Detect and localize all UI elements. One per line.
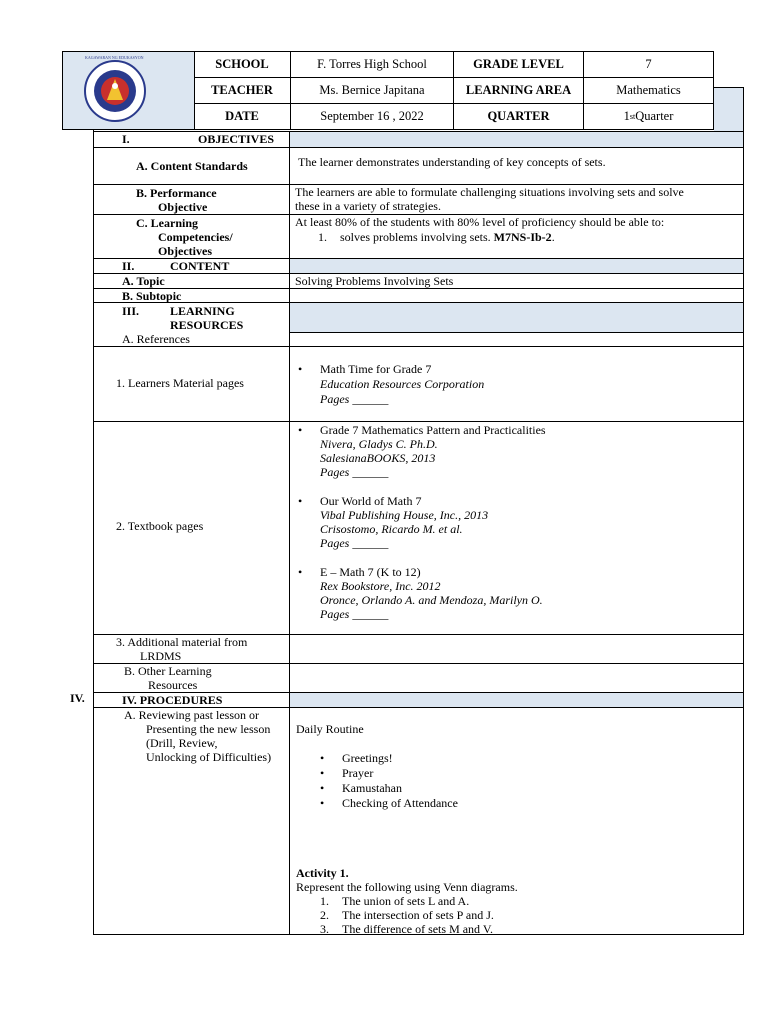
resources-num: III. [122, 304, 140, 318]
resources-heading-2: RESOURCES [170, 318, 244, 332]
competencies-label-3: Objectives [158, 244, 212, 258]
performance-text-2: these in a variety of strategies. [295, 199, 441, 213]
content-standards-text: The learner demonstrates understanding of key concepts of sets. [298, 155, 606, 169]
competencies-text: At least 80% of the students with 80% level of proficiency should be able to: [295, 215, 665, 229]
learners-pages: Pages ______ [320, 392, 389, 406]
textbook-2-title: • Our World of Math 7 [320, 494, 421, 508]
textbook-1-line1: Nivera, Gladys C. Ph.D. [320, 437, 438, 451]
school-label: SCHOOL [194, 52, 291, 78]
additional-material-row [94, 634, 743, 663]
routine-item: • Checking of Attendance [342, 796, 458, 810]
performance-label-1: B. Performance [136, 186, 217, 200]
competencies-item: solves problems involving sets. M7NS-Ib-2. [340, 230, 555, 244]
textbook-3-line1: Rex Bookstore, Inc. 2012 [320, 579, 441, 593]
activity-item: The difference of sets M and V. [342, 922, 493, 936]
competencies-label-1: C. Learning [136, 216, 199, 230]
activity-item-num: 3. [320, 922, 329, 936]
procedures-heading: IV. PROCEDURES [122, 693, 223, 707]
content-num: II. [122, 259, 135, 273]
performance-row [94, 184, 743, 214]
textbook-1-title: • Grade 7 Mathematics Pattern and Practicalities [320, 423, 546, 437]
content-standards-label: A. Content Standards [136, 159, 248, 173]
quarter-label: QUARTER [454, 104, 584, 129]
learners-material-row [94, 346, 743, 421]
routine-item: • Kamustahan [342, 781, 402, 795]
objectives-num: I. [122, 132, 130, 146]
routine-item: • Prayer [342, 766, 373, 780]
textbook-2-pages: Pages ______ [320, 536, 389, 550]
lesson-plan-table [93, 87, 744, 935]
review-row [94, 707, 743, 934]
review-label-2: Presenting the new lesson [146, 722, 271, 736]
activity-instruction: Represent the following using Venn diagrams. [296, 880, 518, 894]
textbook-3-line2: Oronce, Orlando A. and Mendoza, Marilyn O. [320, 593, 543, 607]
subtopic-label: B. Subtopic [122, 289, 182, 303]
resources-heading-1: LEARNING [170, 304, 235, 318]
activity-item-num: 1. [320, 894, 329, 908]
procedures-outer-num: IV. [70, 691, 85, 705]
seal-text: KAGAWARAN NG EDUKASYON [85, 55, 144, 60]
other-resources-row [94, 663, 743, 692]
activity-item-num: 2. [320, 908, 329, 922]
teacher-value: Ms. Bernice Japitana [291, 78, 454, 104]
competencies-row [94, 214, 743, 258]
textbook-label: 2. Textbook pages [116, 519, 204, 533]
subtopic-row [94, 288, 743, 302]
learning-area-label: LEARNING AREA [454, 78, 584, 104]
review-label-3: (Drill, Review, [146, 736, 218, 750]
performance-text-1: The learners are able to formulate challenging situations involving sets and solve [295, 185, 684, 199]
learners-title: • Math Time for Grade 7 [320, 362, 431, 376]
routine-item: • Greetings! [342, 751, 393, 765]
school-value: F. Torres High School [291, 52, 454, 78]
competencies-label-2: Competencies/ [158, 230, 233, 244]
textbook-2-line2: Crisostomo, Ricardo M. et al. [320, 522, 463, 536]
quarter-value: 1 st Quarter [623, 109, 674, 123]
grade-level-label: GRADE LEVEL [454, 52, 584, 78]
topic-row [94, 273, 743, 288]
textbook-1-pages: Pages ______ [320, 465, 389, 479]
topic-label: A. Topic [122, 274, 165, 288]
content-heading-row [94, 258, 743, 273]
competencies-item-num: 1. [318, 230, 327, 244]
textbook-3-title: • E – Math 7 (K to 12) [320, 565, 421, 579]
textbook-3-pages: Pages ______ [320, 607, 389, 621]
objectives-heading: OBJECTIVES [198, 132, 275, 146]
daily-routine-title: Daily Routine [296, 722, 364, 736]
resources-heading-row [94, 302, 743, 346]
review-label-1: A. Reviewing past lesson or [124, 708, 259, 722]
objectives-heading-row [94, 131, 743, 147]
logo-cell [63, 52, 195, 129]
header-table [62, 51, 714, 130]
other-label-1: B. Other Learning [124, 664, 212, 678]
activity-title: Activity 1. [296, 866, 349, 880]
grade-level-value: 7 [584, 52, 713, 78]
textbook-2-line1: Vibal Publishing House, Inc., 2013 [320, 508, 489, 522]
review-label-4: Unlocking of Difficulties) [146, 750, 272, 764]
content-standards-row [94, 147, 743, 184]
header-shade [714, 88, 743, 134]
other-label-2: Resources [148, 678, 198, 692]
activity-item: The union of sets L and A. [342, 894, 470, 908]
content-heading: CONTENT [170, 259, 230, 273]
date-value: September 16 , 2022 [291, 104, 454, 129]
learning-area-value: Mathematics [584, 78, 713, 104]
learners-label: 1. Learners Material pages [116, 376, 244, 390]
teacher-label: TEACHER [194, 78, 291, 104]
textbook-row [94, 421, 743, 634]
procedures-heading-row [94, 692, 743, 707]
activity-item: The intersection of sets P and J. [342, 908, 494, 922]
performance-label-2: Objective [158, 200, 208, 214]
textbook-1-line2: SalesianaBOOKS, 2013 [320, 451, 436, 465]
date-label: DATE [194, 104, 291, 129]
topic-text: Solving Problems Involving Sets [295, 274, 454, 288]
additional-label-1: 3. Additional material from [116, 635, 248, 649]
learners-publisher: Education Resources Corporation [320, 377, 485, 391]
references-label: A. References [122, 332, 190, 346]
deped-seal-icon [63, 52, 194, 129]
additional-label-2: LRDMS [140, 649, 182, 663]
